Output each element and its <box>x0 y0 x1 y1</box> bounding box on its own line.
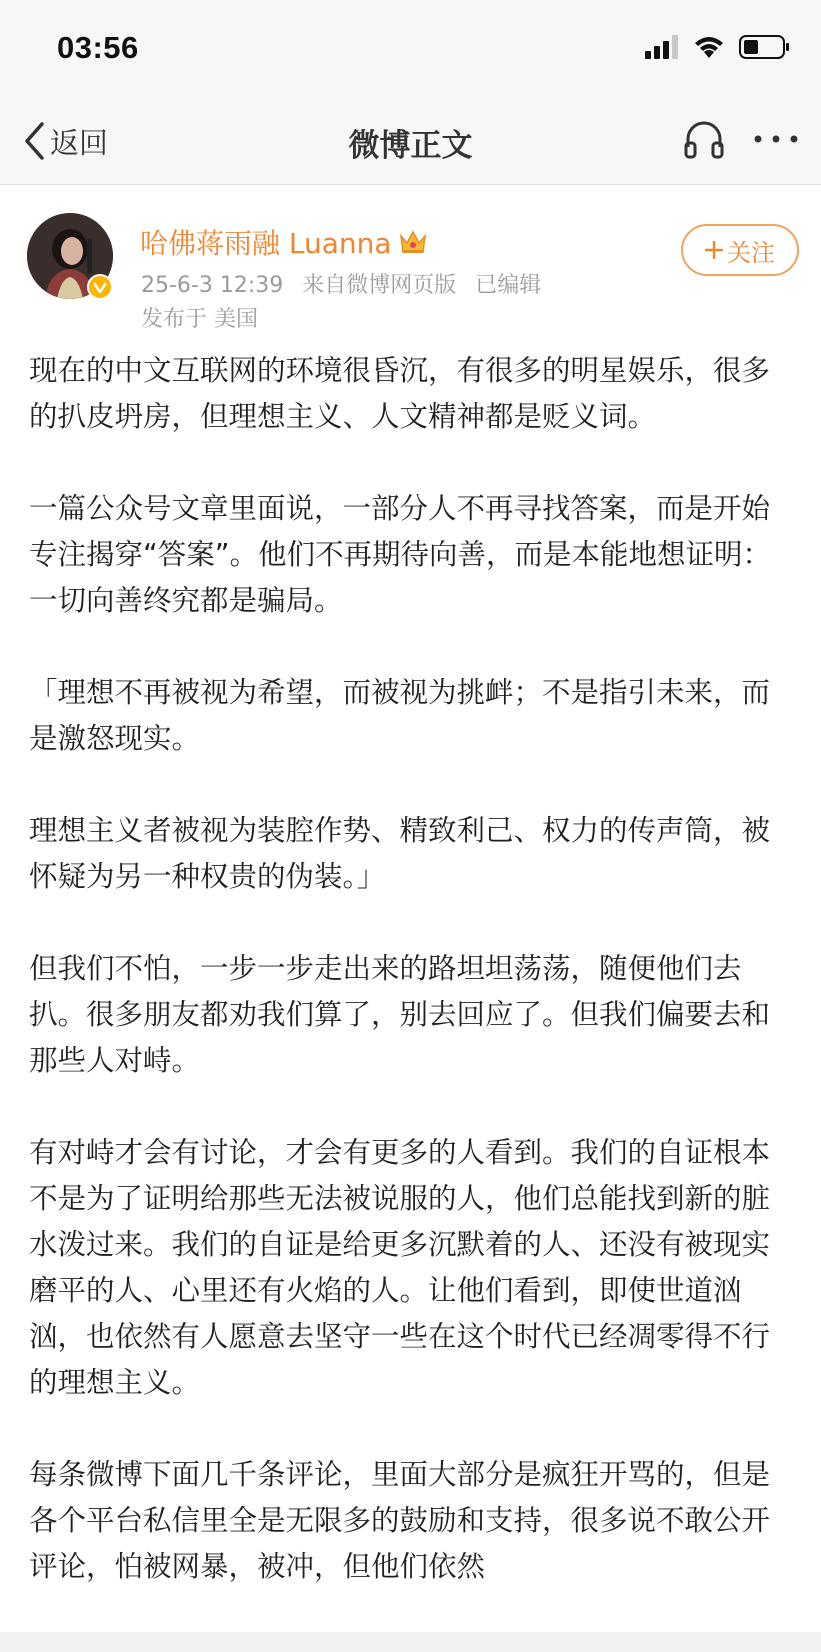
post-paragraph: 每条微博下面几千条评论，里面大部分是疯狂开骂的，但是各个平台私信里全是无限多的鼓励和支持，很多说不敢公开评论，怕被网暴，被冲，但他们依然 <box>29 1458 771 1583</box>
verified-badge-icon <box>87 274 113 300</box>
post-date: 25-6-3 12:39 <box>141 273 284 298</box>
status-bar <box>0 0 821 100</box>
page-title: 微博正文 <box>348 128 473 164</box>
crown-icon <box>398 228 428 256</box>
more-icon[interactable] <box>753 133 799 145</box>
post-location: 发布于 美国 <box>141 307 258 332</box>
nav-bar <box>0 100 821 185</box>
post-paragraph: 理想主义者被视为装腔作势、精致利己、权力的传声筒，被怀疑为另一种权贵的伪装。」 <box>29 814 771 893</box>
author-header <box>0 186 821 336</box>
post-paragraph: 「理想不再被视为希望，而被视为挑衅；不是指引未来，而是激怒现实。 <box>29 676 771 755</box>
bottom-edge <box>0 1632 821 1652</box>
plus-icon <box>705 241 723 259</box>
wifi-icon <box>693 35 725 59</box>
post-body <box>29 348 789 1636</box>
author-name[interactable] <box>140 222 428 262</box>
status-icons <box>645 34 791 60</box>
post-edited: 已编辑 <box>475 273 542 298</box>
post-paragraph: 现在的中文互联网的环境很昏沉，有很多的明星娱乐，很多的扒皮坍房，但理想主义、人文精神都是贬义词。 <box>29 354 771 433</box>
follow-button[interactable] <box>681 224 799 276</box>
battery-icon <box>739 34 791 60</box>
signal-icon <box>645 35 679 59</box>
back-label: 返回 <box>50 125 109 160</box>
post-source: 来自微博网页版 <box>302 273 457 298</box>
follow-label: 关注 <box>727 238 775 267</box>
post-meta <box>141 268 553 299</box>
status-time: 03:56 <box>57 30 139 65</box>
author-name-text: 哈佛蒋雨融 Luanna <box>140 227 392 260</box>
post-paragraph: 有对峙才会有讨论，才会有更多的人看到。我们的自证根本不是为了证明给那些无法被说服的人，他们总能找到新的脏水泼过来。我们的自证是给更多沉默着的人、还没有被现实磨平的人、心里还有火焰的人。让他们看到，即使世道汹汹，也依然有人愿意去坚守一些在这个时代已经凋零得不行的理想主义。 <box>29 1136 771 1399</box>
post-paragraph: 一篇公众号文章里面说，一部分人不再寻找答案，而是开始专注揭穿“答案”。他们不再期待向善，而是本能地想证明：一切向善终究都是骗局。 <box>29 492 772 617</box>
headphones-icon[interactable] <box>683 119 725 159</box>
post-paragraph: 但我们不怕，一步一步走出来的路坦坦荡荡，随便他们去扒。很多朋友都劝我们算了，别去回应了。但我们偏要去和那些人对峙。 <box>29 952 771 1077</box>
